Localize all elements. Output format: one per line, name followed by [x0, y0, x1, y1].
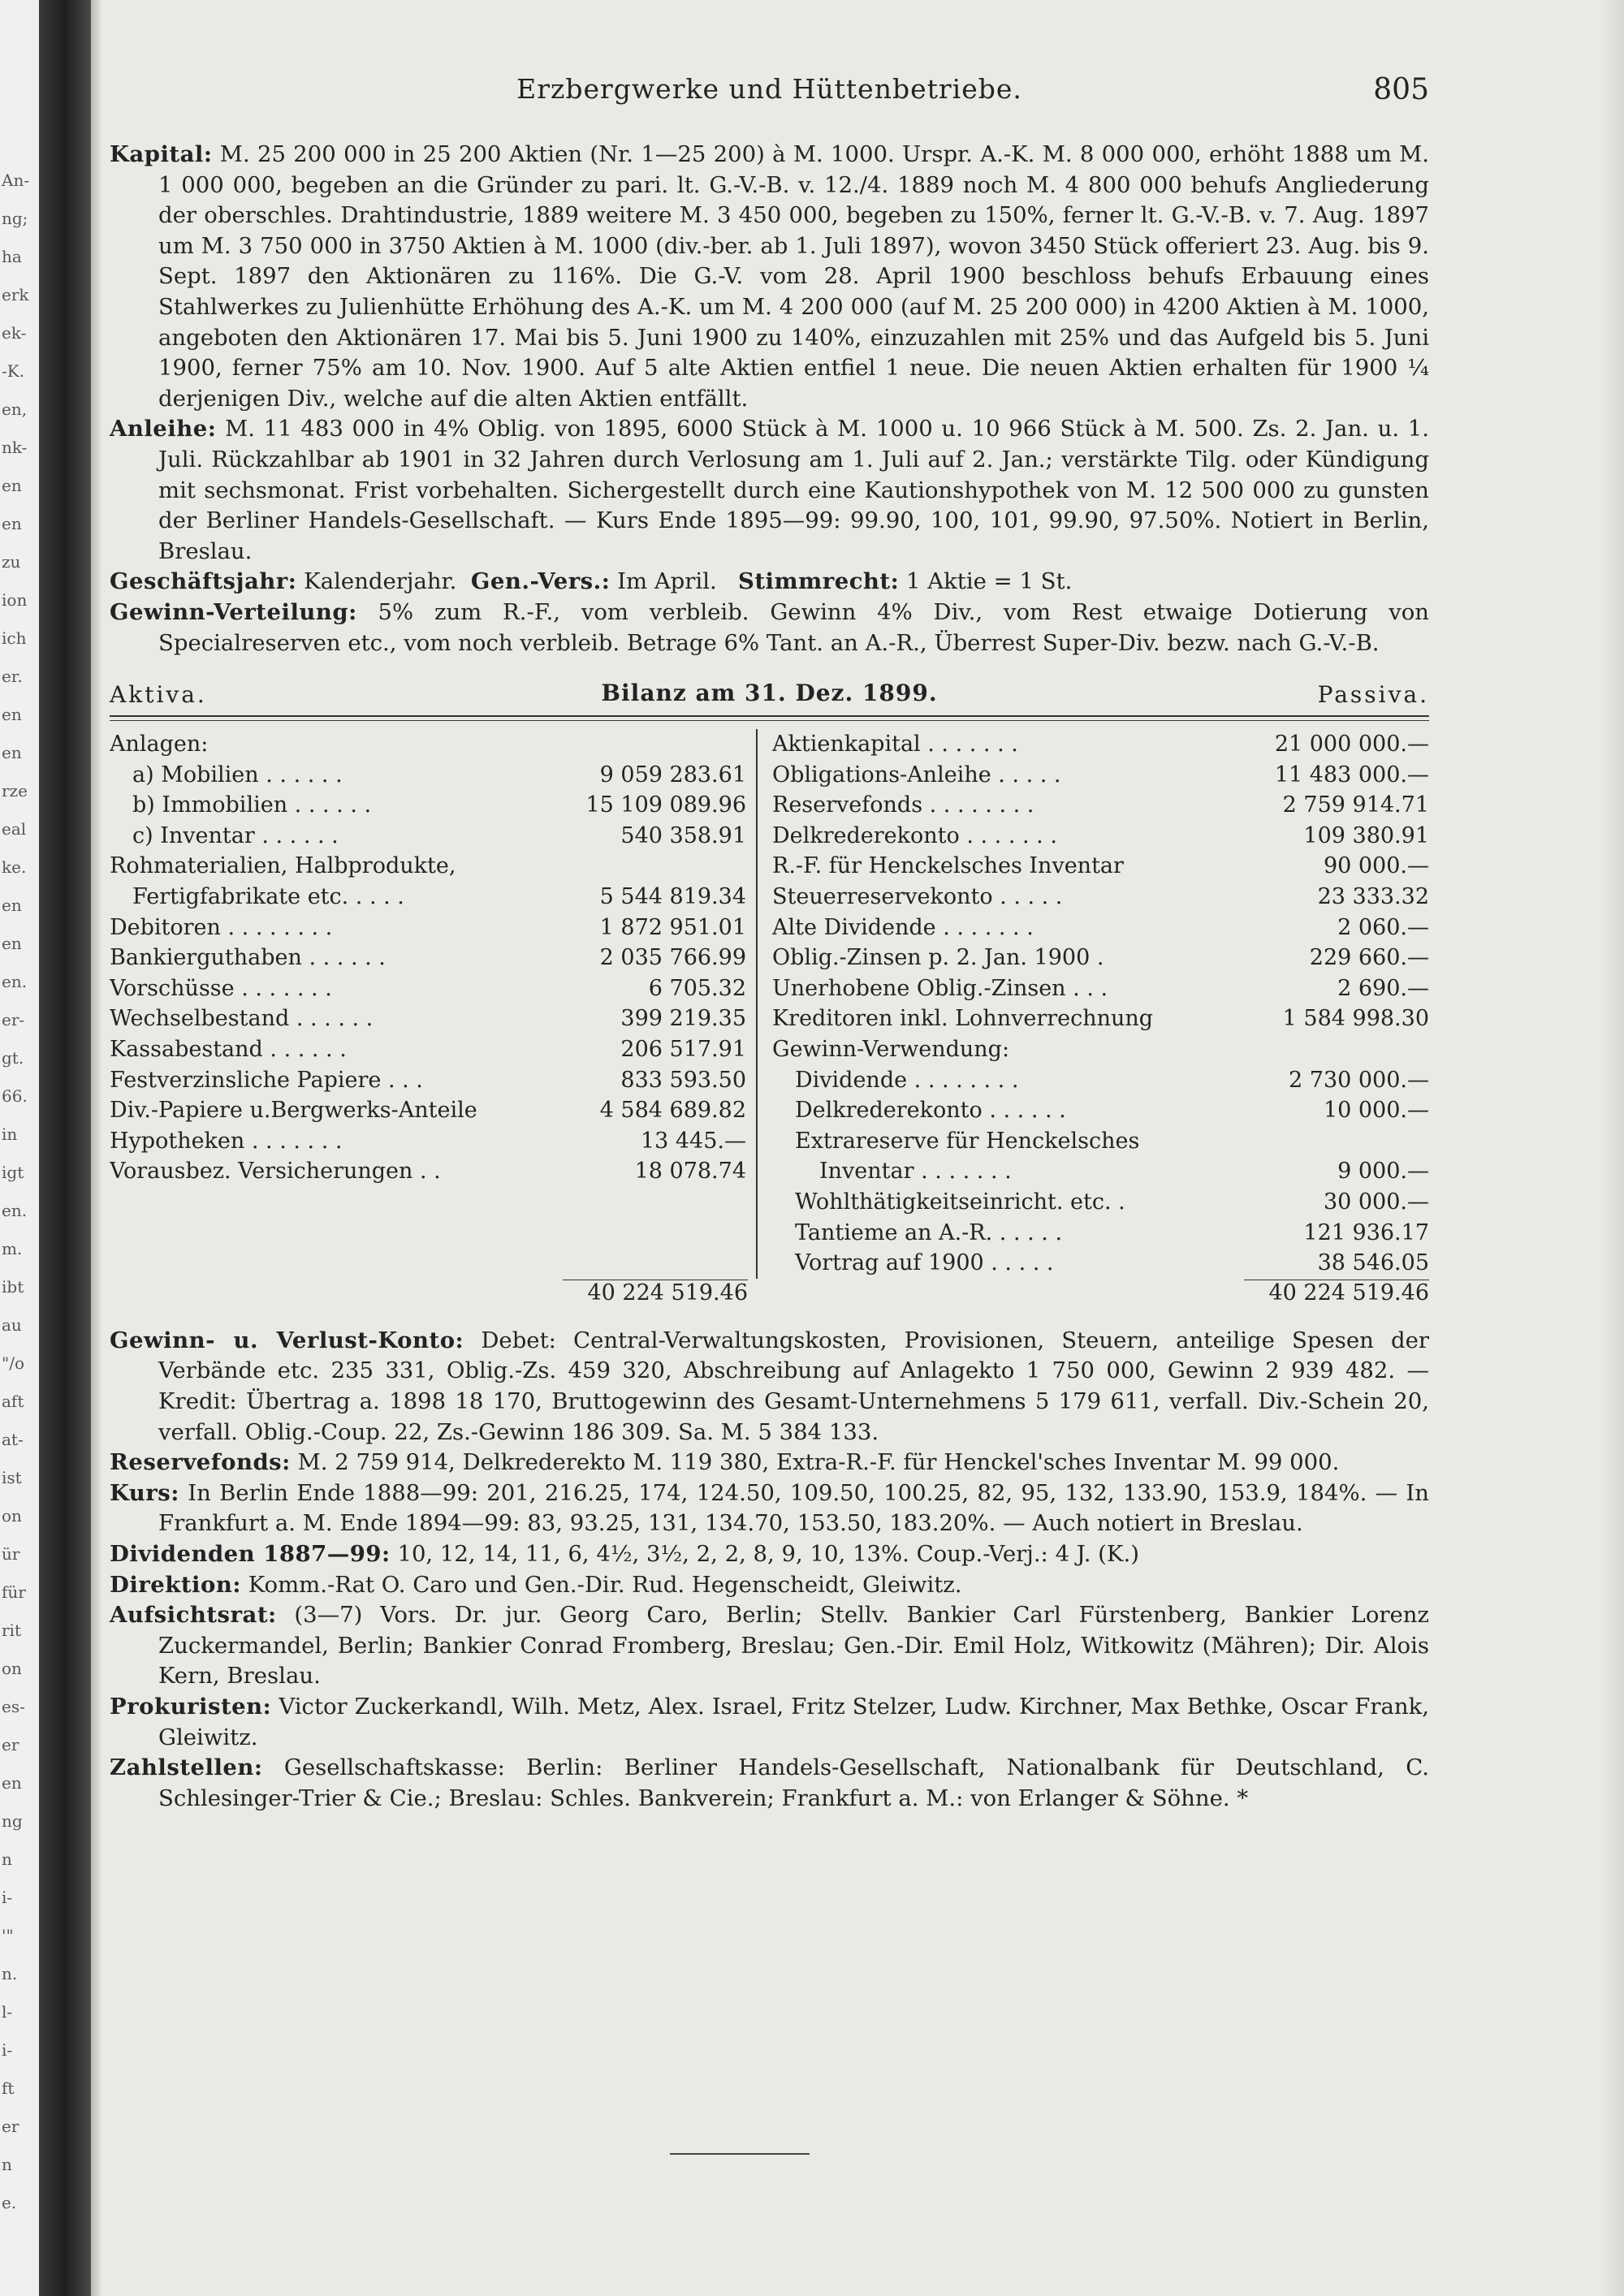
passiva-row-label: Delkrederekonto . . . . . . [795, 1098, 1066, 1124]
passiva-row-label: Kreditoren inkl. Lohnverrechnung [772, 1006, 1154, 1032]
passiva-row [772, 913, 1429, 943]
passiva-row-amount: 2 060.— [1337, 914, 1429, 940]
passiva-row-label: R.-F. für Henckelsches Inventar [772, 853, 1124, 879]
aktiva-row [110, 729, 746, 760]
gewinn-verteilung-label: Gewinn-Verteilung: [110, 598, 357, 625]
margin-fragment: en [2, 1773, 22, 1793]
aktiva-row-amount: 1 872 951.01 [599, 914, 746, 940]
aktiva-row-amount: 540 358.91 [620, 822, 746, 848]
aktiva-row-amount: 9 059 283.61 [599, 762, 746, 788]
aktiva-row-label: Vorschüsse . . . . . . . [110, 975, 332, 1001]
adjacent-page-margin [0, 0, 39, 2296]
passiva-row-amount: 2 690.— [1337, 975, 1429, 1001]
passiva-row-amount: 11 483 000.— [1274, 762, 1429, 788]
aktiva-row-label: Bankierguthaben . . . . . . [110, 945, 386, 971]
aktiva-row-label: Fertigfabrikate etc. . . . . [132, 884, 404, 910]
passiva-row-label: Tantieme an A.-R. . . . . . [795, 1219, 1063, 1245]
margin-fragment: An- [2, 170, 30, 190]
margin-fragment: rit [2, 1621, 21, 1640]
aktiva-row-amount: 2 035 766.99 [599, 945, 746, 971]
passiva-row-label: Inventar . . . . . . . [819, 1159, 1012, 1185]
anleihe-label: Anleihe: [110, 416, 217, 442]
details-paragraph [110, 1448, 1429, 1478]
details-label: Gewinn- u. Verlust-Konto: [110, 1327, 464, 1353]
margin-fragment: en, [2, 399, 28, 419]
book-binding [39, 0, 91, 2296]
aktiva-row-label: Debitoren . . . . . . . . [110, 914, 333, 940]
passiva-row-amount [1267, 1034, 1429, 1065]
margin-fragment: eal [2, 819, 27, 839]
gewinn-verteilung-text: 5% zum R.-F., vom verbleib. Gewinn 4% Div., vom Rest etwaige Dotierung von Specialreserven etc., vom noch verbleib. Betrage 6% Tant. an A.-R., Überrest Super-Div. bezw. nach G.-V.-B. [158, 598, 1429, 656]
aktiva-row [110, 913, 746, 943]
margin-fragment: erk [2, 285, 29, 304]
margin-fragment: ng [2, 1811, 23, 1831]
margin-fragment: e. [2, 2193, 17, 2212]
bilanz-totals [110, 1279, 1429, 1308]
aktiva-row-label: Kassabestand . . . . . . [110, 1037, 347, 1063]
passiva-row [772, 1003, 1429, 1034]
details-text: M. 2 759 914, Delkrederekto M. 119 380, Extra-R.-F. für Henckel'sches Inventar M. 99 000. [290, 1449, 1340, 1476]
anleihe-paragraph [110, 414, 1429, 567]
details-text: In Berlin Ende 1888—99: 201, 216.25, 174, 124.50, 109.50, 100.25, 82, 95, 132, 133.90, 153.9, 184%. — In Frankfurt a. M. Ende 1894—99: 83, 93.25, 131, 134.70, 153.50, 183.20%. — Auch notiert in Breslau. [158, 1479, 1429, 1537]
aktiva-row-amount: 6 705.32 [648, 975, 746, 1001]
passiva-row [772, 760, 1429, 791]
margin-fragment: i- [2, 1888, 13, 1907]
passiva-row [772, 1248, 1429, 1279]
details-text: Komm.-Rat O. Caro und Gen.-Dir. Rud. Hegenscheidt, Gleiwitz. [240, 1571, 962, 1598]
aktiva-row [110, 882, 746, 913]
margin-fragment: zu [2, 552, 21, 572]
details-label: Direktion: [110, 1571, 241, 1598]
aktiva-row [110, 1095, 746, 1126]
aktiva-row-label: Anlagen: [110, 732, 209, 757]
margin-fragment: nk- [2, 438, 28, 457]
margin-fragment: ke. [2, 857, 27, 877]
margin-fragment: au [2, 1315, 22, 1335]
passiva-row-amount: 1 584 998.30 [1282, 1006, 1429, 1032]
details-paragraph [110, 1326, 1429, 1448]
aktiva-label: Aktiva. [110, 681, 207, 709]
margin-fragment: m. [2, 1239, 23, 1258]
passiva-label: Passiva. [1317, 681, 1429, 709]
details-paragraph [110, 1570, 1429, 1601]
passiva-row [772, 973, 1429, 1004]
kapital-text: M. 25 200 000 in 25 200 Aktien (Nr. 1—25 200) à M. 1000. Urspr. A.-K. M. 8 000 000, erhöht 1888 um M. 1 000 000, begeben an die Gründer zu pari. lt. G.-V.-B. v. 12./4. 1889 noch M. 4 800 000 behufs Angliederung der oberschles. Drahtindustrie, 1889 weitere M. 3 450 000, begeben zu 150%, ferner lt. G.-V.-B. v. 7. Aug. 1897 um M. 3 750 000 in 3750 Aktien à M. 1000 (div.-ber. ab 1. Juli 1897), wovon 3450 Stück offeriert 23. Aug. bis 9. Sept. 1897 den Aktionären zu 116%. Die G.-V. vom 28. April 1900 beschloss behufs Erbauung eines Stahlwerkes zu Julienhütte Erhöhung des A.-K. um M. 4 200 000 (auf M. 25 200 000) in 4200 Aktien à M. 1000, angeboten den Aktionären 17. Mai bis 5. Juni 1900 zu 140%, einzuzahlen mit 25% und das Aufgeld bis 5. Juni 1900, ferner 75% am 10. Nov. 1900. Auf 5 alte Aktien entfiel 1 neue. Die neuen Aktien erhalten für 1900 ¼ derjenigen Div., welche auf die alten Aktien entfällt. [158, 141, 1429, 412]
passiva-row-amount: 229 660.— [1309, 945, 1429, 971]
aktiva-row-amount [584, 851, 746, 882]
margin-fragment: es- [2, 1697, 25, 1716]
details-label: Reservefonds: [110, 1449, 291, 1476]
details-text: Debet: Central-Verwaltungskosten, Provisionen, Steuern, anteilige Spesen der Verbände etc. 235 331, Oblig.-Zs. 459 320, Abschreibung auf Anlagekto 1 750 000, Gewinn 2 939 482. — Kredit: Übertrag a. 1898 18 170, Bruttogewinn des Gesamt-Unternehmens 5 179 611, verfall. Div.-Schein 20, verfall. Oblig.-Coup. 22, Zs.-Gewinn 186 309. Sa. M. 5 384 133. [158, 1327, 1430, 1445]
passiva-row [772, 1218, 1429, 1249]
passiva-row-amount: 23 333.32 [1317, 884, 1429, 910]
footer-rule [670, 2153, 810, 2155]
genvers-text: Im April. [610, 568, 717, 595]
margin-fragment: für [2, 1582, 26, 1602]
details-label: Prokuristen: [110, 1693, 272, 1720]
aktiva-row [110, 943, 746, 973]
page-edge [1600, 0, 1624, 2296]
anleihe-text: M. 11 483 000 in 4% Oblig. von 1895, 6000 Stück à M. 1000 u. 10 966 Stück à M. 500. Zs. 2. Jan. u. 1. Juli. Rückzahlbar ab 1901 in 32 Jahren durch Verlosung am 1. Juli auf 2. Jan.; verstärkte Tilg. oder Kündigung mit sechsmonat. Frist vorbehalten. Sichergestellt durch eine Kautionshypothek von M. 12 500 000 zu gunsten der Berliner Handels-Gesellschaft. — Kurs Ende 1895—99: 99.90, 100, 101, 99.90, 97.50%. Notiert in Berlin, Breslau. [158, 416, 1429, 564]
margin-fragment: ek- [2, 323, 27, 343]
passiva-row-amount [1267, 1126, 1429, 1157]
passiva-row-amount: 2 759 914.71 [1282, 792, 1429, 818]
document-page [110, 73, 1429, 1814]
passiva-row-label: Alte Dividende . . . . . . . [772, 914, 1034, 940]
bilanz-table [110, 729, 1429, 1279]
passiva-row-label: Wohlthätigkeitseinricht. etc. . [795, 1189, 1125, 1215]
margin-fragment: n [2, 2155, 12, 2174]
aktiva-row-label: Div.-Papiere u.Bergwerks-Anteile [110, 1098, 477, 1124]
margin-fragment: i- [2, 2040, 13, 2060]
passiva-row-label: Gewinn-Verwendung: [772, 1037, 1010, 1063]
stimmrecht-label: Stimmrecht: [738, 568, 900, 595]
passiva-row-label: Aktienkapital . . . . . . . [772, 732, 1018, 757]
margin-fragment: ür [2, 1544, 20, 1564]
genvers-label: Gen.-Vers.: [470, 568, 611, 595]
margin-fragment: en [2, 476, 22, 495]
passiva-row [772, 882, 1429, 913]
aktiva-row-amount: 833 593.50 [620, 1067, 746, 1093]
binding-shadow [91, 0, 102, 2296]
passiva-row-label: Unerhobene Oblig.-Zinsen . . . [772, 975, 1108, 1001]
total-passiva: 40 224 519.46 [1244, 1280, 1429, 1306]
margin-fragment: n. [2, 1964, 18, 1983]
passiva-row-amount: 109 380.91 [1303, 822, 1429, 848]
margin-fragment: er- [2, 1010, 25, 1029]
passiva-row-amount: 2 730 000.— [1289, 1067, 1429, 1093]
margin-fragment: aft [2, 1392, 24, 1411]
details-paragraph [110, 1478, 1429, 1539]
aktiva-row-label: a) Mobilien . . . . . . [132, 762, 343, 788]
aktiva-row [110, 1034, 746, 1065]
margin-fragment: ion [2, 590, 28, 610]
passiva-row [772, 729, 1429, 760]
margin-fragment: on [2, 1659, 22, 1678]
passiva-row [772, 1187, 1429, 1218]
page-header [110, 73, 1429, 119]
passiva-row-label: Delkrederekonto . . . . . . . [772, 822, 1057, 848]
total-aktiva: 40 224 519.46 [563, 1280, 748, 1306]
margin-fragment: ist [2, 1468, 22, 1487]
aktiva-row-amount: 399 219.35 [620, 1006, 746, 1032]
details-paragraph [110, 1539, 1429, 1570]
passiva-row [772, 790, 1429, 821]
aktiva-row-label: Hypotheken . . . . . . . [110, 1128, 343, 1154]
margin-fragment: -K. [2, 361, 25, 381]
bilanz-title: Bilanz am 31. Dez. 1899. [601, 680, 938, 707]
geschaeftsjahr-text: Kalenderjahr. [296, 568, 457, 595]
details-label: Aufsichtsrat: [110, 1602, 277, 1629]
aktiva-row [110, 821, 746, 852]
margin-fragment: "/o [2, 1353, 24, 1373]
aktiva-row [110, 851, 746, 882]
passiva-row-label: Reservefonds . . . . . . . . [772, 792, 1034, 818]
running-title: Erzbergwerke und Hüttenbetriebe. [516, 73, 1022, 105]
passiva-row-label: Vortrag auf 1900 . . . . . [795, 1250, 1054, 1276]
details-paragraph [110, 1692, 1429, 1753]
passiva-row [772, 1034, 1429, 1065]
margin-fragment: l- [2, 2002, 13, 2022]
margin-fragment: gt. [2, 1048, 24, 1068]
passiva-row [772, 1065, 1429, 1096]
aktiva-row [110, 973, 746, 1004]
margin-fragment: en [2, 705, 22, 724]
passiva-row [772, 943, 1429, 973]
details-paragraph [110, 1753, 1429, 1814]
passiva-row-amount: 21 000 000.— [1274, 732, 1429, 757]
aktiva-row [110, 1156, 746, 1187]
kapital-label: Kapital: [110, 141, 213, 167]
margin-fragment: in [2, 1124, 18, 1144]
aktiva-row [110, 1065, 746, 1096]
margin-fragment: er. [2, 667, 23, 686]
passiva-row [772, 851, 1429, 882]
passiva-row [772, 821, 1429, 852]
margin-fragment: 66. [2, 1086, 28, 1106]
aktiva-row-amount: 206 517.91 [620, 1037, 746, 1063]
margin-fragment: rze [2, 781, 28, 801]
details-text: Victor Zuckerkandl, Wilh. Metz, Alex. Israel, Fritz Stelzer, Ludw. Kirchner, Max Bethke, Oscar Frank, Gleiwitz. [158, 1693, 1429, 1750]
margin-fragment: en [2, 934, 22, 953]
aktiva-row-label: Festverzinsliche Papiere . . . [110, 1067, 423, 1093]
margin-fragment: ibt [2, 1277, 24, 1297]
passiva-row-amount: 90 000.— [1323, 853, 1429, 879]
gewinn-verteilung-paragraph [110, 598, 1429, 658]
margin-fragment: en [2, 514, 22, 533]
passiva-row-amount: 30 000.— [1323, 1189, 1429, 1215]
aktiva-row-amount [584, 729, 746, 760]
aktiva-row [110, 760, 746, 791]
passiva-row [772, 1156, 1429, 1187]
aktiva-row-label: b) Immobilien . . . . . . [132, 792, 372, 818]
geschaeftsjahr-paragraph [110, 567, 1429, 598]
aktiva-row-amount: 15 109 089.96 [585, 792, 746, 818]
details-text: (3—7) Vors. Dr. jur. Georg Caro, Berlin; Stellv. Bankier Carl Fürstenberg, Bankier Lorenz Zuckermandel, Berlin; Bankier Conrad Fromberg, Breslau; Gen.-Dir. Emil Holz, Witkowitz (Mähren); Dir. Alois Kern, Breslau. [158, 1602, 1429, 1690]
details-paragraph [110, 1600, 1429, 1692]
aktiva-row-amount: 13 445.— [640, 1128, 746, 1154]
passiva-row-amount: 121 936.17 [1303, 1219, 1429, 1245]
margin-fragment: on [2, 1506, 22, 1526]
margin-fragment: n [2, 1849, 12, 1869]
details-label: Dividenden 1887—99: [110, 1540, 391, 1567]
passiva-row-label: Extrareserve für Henckelsches [795, 1128, 1140, 1154]
margin-fragment: ich [2, 628, 27, 648]
margin-fragment: '" [2, 1926, 14, 1945]
bilanz-rule [110, 717, 1429, 721]
margin-fragment: at- [2, 1430, 24, 1449]
aktiva-row [110, 790, 746, 821]
margin-fragment: igt [2, 1163, 24, 1182]
aktiva-column [110, 729, 758, 1279]
page-number: 805 [1373, 73, 1429, 106]
passiva-row [772, 1095, 1429, 1126]
passiva-row [772, 1126, 1429, 1157]
aktiva-row [110, 1126, 746, 1157]
margin-fragment: er [2, 1735, 19, 1754]
margin-fragment: en. [2, 1201, 28, 1220]
margin-fragment: ft [2, 2078, 15, 2098]
details-label: Kurs: [110, 1479, 179, 1506]
passiva-row-label: Dividende . . . . . . . . [795, 1067, 1019, 1093]
aktiva-row-label: Rohmaterialien, Halbprodukte, [110, 853, 456, 879]
margin-fragment: er [2, 2117, 19, 2136]
margin-fragment: en. [2, 972, 28, 991]
kapital-paragraph [110, 140, 1429, 414]
margin-fragment: ha [2, 247, 22, 266]
details-text: 10, 12, 14, 11, 6, 4½, 3½, 2, 2, 8, 9, 10, 13%. Coup.-Verj.: 4 J. (K.) [390, 1540, 1139, 1567]
passiva-row-label: Steuerreservekonto . . . . . [772, 884, 1063, 910]
passiva-row-amount: 9 000.— [1337, 1159, 1429, 1185]
aktiva-row-label: Wechselbestand . . . . . . [110, 1006, 374, 1032]
aktiva-row [110, 1003, 746, 1034]
company-details [110, 1326, 1429, 1815]
aktiva-row-amount: 18 078.74 [634, 1159, 746, 1185]
passiva-row-label: Oblig.-Zinsen p. 2. Jan. 1900 . [772, 945, 1104, 971]
details-text: Gesellschaftskasse: Berlin: Berliner Handels-Gesellschaft, Nationalbank für Deutschland, C. Schlesinger-Trier & Cie.; Breslau: Schles. Bankverein; Frankfurt a. M.: von Erlanger & Söhne. * [158, 1754, 1429, 1811]
passiva-row-amount: 38 546.05 [1317, 1250, 1429, 1276]
details-label: Zahlstellen: [110, 1754, 263, 1781]
passiva-row-label: Obligations-Anleihe . . . . . [772, 762, 1061, 788]
margin-fragment: en [2, 743, 22, 762]
geschaeftsjahr-label: Geschäftsjahr: [110, 568, 297, 595]
stimmrecht-text: 1 Aktie = 1 St. [899, 568, 1073, 595]
aktiva-row-label: Vorausbez. Versicherungen . . [110, 1159, 441, 1185]
passiva-row-amount: 10 000.— [1323, 1098, 1429, 1124]
aktiva-row-label: c) Inventar . . . . . . [132, 822, 339, 848]
margin-fragment: ng; [2, 209, 28, 228]
aktiva-row-amount: 4 584 689.82 [599, 1098, 746, 1124]
aktiva-row-amount: 5 544 819.34 [599, 884, 746, 910]
bilanz-header [110, 680, 1429, 717]
margin-fragment: en [2, 896, 22, 915]
passiva-column [758, 729, 1429, 1279]
